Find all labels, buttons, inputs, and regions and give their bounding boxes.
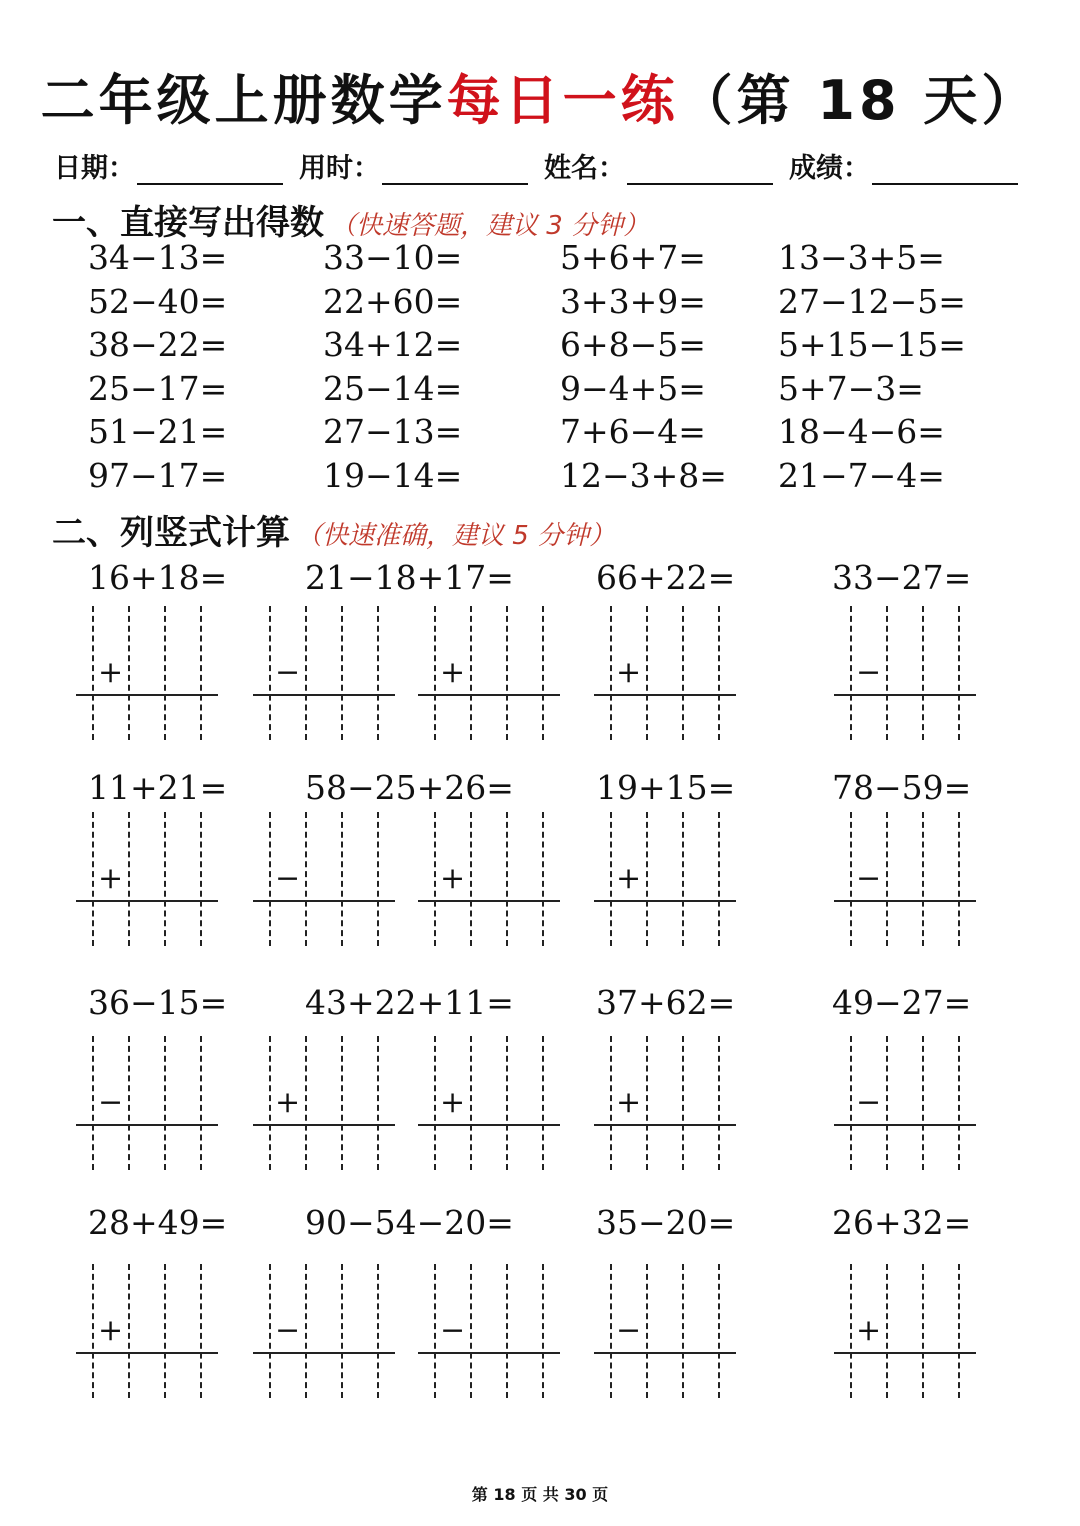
digit-column-line: [886, 1036, 888, 1170]
digit-column-line: [886, 812, 888, 946]
digit-column-line: [542, 1264, 544, 1398]
calc-frame[interactable]: [253, 1264, 395, 1398]
digit-column-line: [610, 606, 612, 740]
digit-column-line: [958, 606, 960, 740]
digit-column-line: [718, 1036, 720, 1170]
vertical-problem: 19+15=: [596, 768, 736, 807]
calc-frame[interactable]: [76, 1036, 218, 1170]
operator-sign: +: [616, 1085, 642, 1120]
vertical-problem: 43+22+11=: [305, 983, 514, 1022]
digit-column-line: [377, 606, 379, 740]
vertical-problem: 28+49=: [88, 1203, 228, 1242]
vertical-problem: 37+62=: [596, 983, 736, 1022]
result-line: [76, 694, 218, 696]
vertical-problem: 11+21=: [88, 768, 228, 807]
digit-column-line: [850, 1036, 852, 1170]
digit-column-line: [958, 1036, 960, 1170]
digit-column-line: [128, 1264, 130, 1398]
operator-sign: −: [856, 1085, 882, 1120]
operator-sign: −: [275, 655, 301, 690]
vertical-problem: 90−54−20=: [305, 1203, 514, 1242]
digit-column-line: [610, 812, 612, 946]
oral-problem: 27−13=: [323, 412, 463, 451]
operator-sign: +: [275, 1085, 301, 1120]
calc-frame[interactable]: [253, 606, 395, 740]
digit-column-line: [506, 606, 508, 740]
page-title: [0, 58, 1080, 135]
digit-column-line: [128, 1036, 130, 1170]
result-line: [594, 1124, 736, 1126]
digit-column-line: [850, 1264, 852, 1398]
digit-column-line: [92, 812, 94, 946]
operator-sign: −: [440, 1313, 466, 1348]
digit-column-line: [958, 812, 960, 946]
page-footer: 第 18 页 共 30 页: [471, 1485, 609, 1504]
name-label: 姓名：: [544, 153, 625, 184]
section1-title: 一、直接写出得数: [52, 203, 324, 243]
digit-column-line: [886, 606, 888, 740]
digit-column-line: [200, 606, 202, 740]
calc-frame[interactable]: [594, 1264, 736, 1398]
vertical-problem: 33−27=: [832, 558, 972, 597]
digit-column-line: [92, 1264, 94, 1398]
digit-column-line: [542, 1036, 544, 1170]
vertical-problem: 26+32=: [832, 1203, 972, 1242]
time-label: 用时：: [299, 153, 380, 184]
operator-sign: +: [98, 1313, 124, 1348]
result-line: [418, 900, 560, 902]
digit-column-line: [200, 1036, 202, 1170]
calc-frame[interactable]: [253, 1036, 395, 1170]
vertical-problem: 66+22=: [596, 558, 736, 597]
digit-column-line: [506, 1264, 508, 1398]
oral-problem: 27−12−5=: [778, 281, 966, 321]
oral-problem: 34−13=: [88, 238, 228, 277]
digit-column-line: [470, 606, 472, 740]
digit-column-line: [92, 1036, 94, 1170]
score-label: 成绩：: [789, 153, 870, 184]
oral-problem: 5+15−15=: [778, 325, 966, 364]
operator-sign: +: [440, 655, 466, 690]
oral-problem: 51−21=: [88, 412, 228, 451]
vertical-problem: 36−15=: [88, 983, 228, 1022]
calc-frame[interactable]: [418, 812, 560, 946]
info-row: [54, 146, 1034, 185]
digit-column-line: [682, 1036, 684, 1170]
digit-column-line: [305, 1264, 307, 1398]
result-line: [594, 900, 736, 902]
digit-column-line: [850, 606, 852, 740]
digit-column-line: [646, 606, 648, 740]
digit-column-line: [305, 1036, 307, 1170]
oral-problem: 6+8−5=: [560, 325, 706, 364]
oral-problem: 33−10=: [323, 238, 463, 277]
digit-column-line: [470, 812, 472, 946]
name-blank[interactable]: [627, 153, 773, 185]
oral-problem: 22+60=: [323, 281, 463, 321]
result-line: [594, 694, 736, 696]
digit-column-line: [506, 1036, 508, 1170]
operator-sign: +: [616, 861, 642, 896]
vertical-problem: 16+18=: [88, 558, 228, 597]
result-line: [834, 1124, 976, 1126]
calc-frame[interactable]: [418, 606, 560, 740]
calc-frame[interactable]: [76, 606, 218, 740]
oral-problem: 97−17=: [88, 455, 228, 495]
oral-problem: 52−40=: [88, 281, 228, 321]
section2-title: 二、列竖式计算: [52, 513, 290, 553]
digit-column-line: [922, 606, 924, 740]
digit-column-line: [92, 606, 94, 740]
digit-column-line: [682, 1264, 684, 1398]
result-line: [76, 1352, 218, 1354]
result-line: [594, 1352, 736, 1354]
calc-frame[interactable]: [834, 1036, 976, 1170]
calc-frame[interactable]: [76, 812, 218, 946]
digit-column-line: [718, 812, 720, 946]
operator-sign: +: [440, 861, 466, 896]
digit-column-line: [200, 1264, 202, 1398]
digit-column-line: [646, 1264, 648, 1398]
vertical-problem: 35−20=: [596, 1203, 736, 1242]
oral-problem: 3+3+9=: [560, 281, 706, 321]
oral-problem: 18−4−6=: [778, 412, 945, 451]
digit-column-line: [542, 606, 544, 740]
vertical-problem: 49−27=: [832, 983, 972, 1022]
oral-problem: 13−3+5=: [778, 238, 945, 277]
oral-problem: 25−14=: [323, 368, 463, 408]
oral-problem: 5+7−3=: [778, 368, 924, 408]
operator-sign: +: [440, 1085, 466, 1120]
calc-frame[interactable]: [834, 606, 976, 740]
operator-sign: +: [98, 655, 124, 690]
operator-sign: −: [275, 1313, 301, 1348]
digit-column-line: [470, 1036, 472, 1170]
result-line: [418, 1352, 560, 1354]
result-line: [76, 1124, 218, 1126]
oral-problem: 25−17=: [88, 368, 228, 408]
operator-sign: +: [98, 861, 124, 896]
calc-frame[interactable]: [418, 1264, 560, 1398]
result-line: [834, 694, 976, 696]
digit-column-line: [646, 1036, 648, 1170]
digit-column-line: [341, 1036, 343, 1170]
section1-hint: （快速答题，建议 3 分钟）: [330, 211, 650, 241]
digit-column-line: [682, 812, 684, 946]
result-line: [253, 1124, 395, 1126]
result-line: [834, 1352, 976, 1354]
result-line: [418, 694, 560, 696]
operator-sign: −: [856, 655, 882, 690]
digit-column-line: [682, 606, 684, 740]
date-field: [54, 146, 299, 185]
oral-problem: 5+6+7=: [560, 238, 706, 277]
digit-column-line: [646, 812, 648, 946]
operator-sign: +: [616, 655, 642, 690]
oral-problem: 7+6−4=: [560, 412, 706, 451]
digit-column-line: [434, 606, 436, 740]
date-blank[interactable]: [137, 153, 283, 185]
oral-problem: 12−3+8=: [560, 455, 727, 495]
oral-problem: 38−22=: [88, 325, 228, 364]
date-label: 日期：: [54, 153, 135, 184]
vertical-problem: 78−59=: [832, 768, 972, 807]
calc-frame[interactable]: [418, 1036, 560, 1170]
title-suffix: （第 18 天）: [678, 69, 1040, 132]
digit-column-line: [610, 1264, 612, 1398]
digit-column-line: [922, 1036, 924, 1170]
digit-column-line: [305, 606, 307, 740]
digit-column-line: [269, 606, 271, 740]
score-field: [789, 146, 1034, 185]
digit-column-line: [164, 606, 166, 740]
digit-column-line: [377, 812, 379, 946]
operator-sign: −: [275, 861, 301, 896]
calc-frame[interactable]: [76, 1264, 218, 1398]
digit-column-line: [269, 1264, 271, 1398]
operator-sign: +: [856, 1313, 882, 1348]
digit-column-line: [542, 812, 544, 946]
result-line: [253, 900, 395, 902]
vertical-problem: 58−25+26=: [305, 768, 514, 807]
digit-column-line: [341, 606, 343, 740]
calc-frame[interactable]: [834, 1264, 976, 1398]
time-field: [299, 146, 544, 185]
section2-hint: （快速准确，建议 5 分钟）: [296, 521, 616, 551]
title-main: 二年级上册数学: [40, 69, 447, 132]
oral-problem: 9−4+5=: [560, 368, 706, 408]
calc-frame[interactable]: [594, 1036, 736, 1170]
digit-column-line: [922, 1264, 924, 1398]
vertical-problem: 21−18+17=: [305, 558, 514, 597]
digit-column-line: [506, 812, 508, 946]
digit-column-line: [922, 812, 924, 946]
operator-sign: −: [98, 1085, 124, 1120]
calc-frame[interactable]: [253, 812, 395, 946]
digit-column-line: [269, 1036, 271, 1170]
result-line: [253, 694, 395, 696]
digit-column-line: [164, 812, 166, 946]
digit-column-line: [850, 812, 852, 946]
calc-frame[interactable]: [834, 812, 976, 946]
section1-heading: [52, 195, 649, 244]
digit-column-line: [341, 812, 343, 946]
digit-column-line: [434, 1036, 436, 1170]
time-blank[interactable]: [382, 153, 528, 185]
digit-column-line: [958, 1264, 960, 1398]
score-blank[interactable]: [872, 153, 1018, 185]
digit-column-line: [377, 1036, 379, 1170]
digit-column-line: [305, 812, 307, 946]
oral-problem: 19−14=: [323, 455, 463, 495]
digit-column-line: [128, 606, 130, 740]
calc-frame[interactable]: [594, 606, 736, 740]
digit-column-line: [164, 1036, 166, 1170]
section2-heading: [52, 505, 615, 554]
name-field: [544, 146, 789, 185]
digit-column-line: [434, 1264, 436, 1398]
result-line: [418, 1124, 560, 1126]
digit-column-line: [610, 1036, 612, 1170]
digit-column-line: [200, 812, 202, 946]
digit-column-line: [164, 1264, 166, 1398]
digit-column-line: [718, 606, 720, 740]
operator-sign: −: [856, 861, 882, 896]
digit-column-line: [269, 812, 271, 946]
digit-column-line: [434, 812, 436, 946]
digit-column-line: [470, 1264, 472, 1398]
digit-column-line: [886, 1264, 888, 1398]
oral-problem: 21−7−4=: [778, 455, 945, 495]
calc-frame[interactable]: [594, 812, 736, 946]
digit-column-line: [128, 812, 130, 946]
result-line: [253, 1352, 395, 1354]
title-highlight: 每日一练: [446, 69, 679, 132]
operator-sign: −: [616, 1313, 642, 1348]
digit-column-line: [341, 1264, 343, 1398]
digit-column-line: [377, 1264, 379, 1398]
digit-column-line: [718, 1264, 720, 1398]
result-line: [76, 900, 218, 902]
result-line: [834, 900, 976, 902]
oral-problem: 34+12=: [323, 325, 463, 364]
